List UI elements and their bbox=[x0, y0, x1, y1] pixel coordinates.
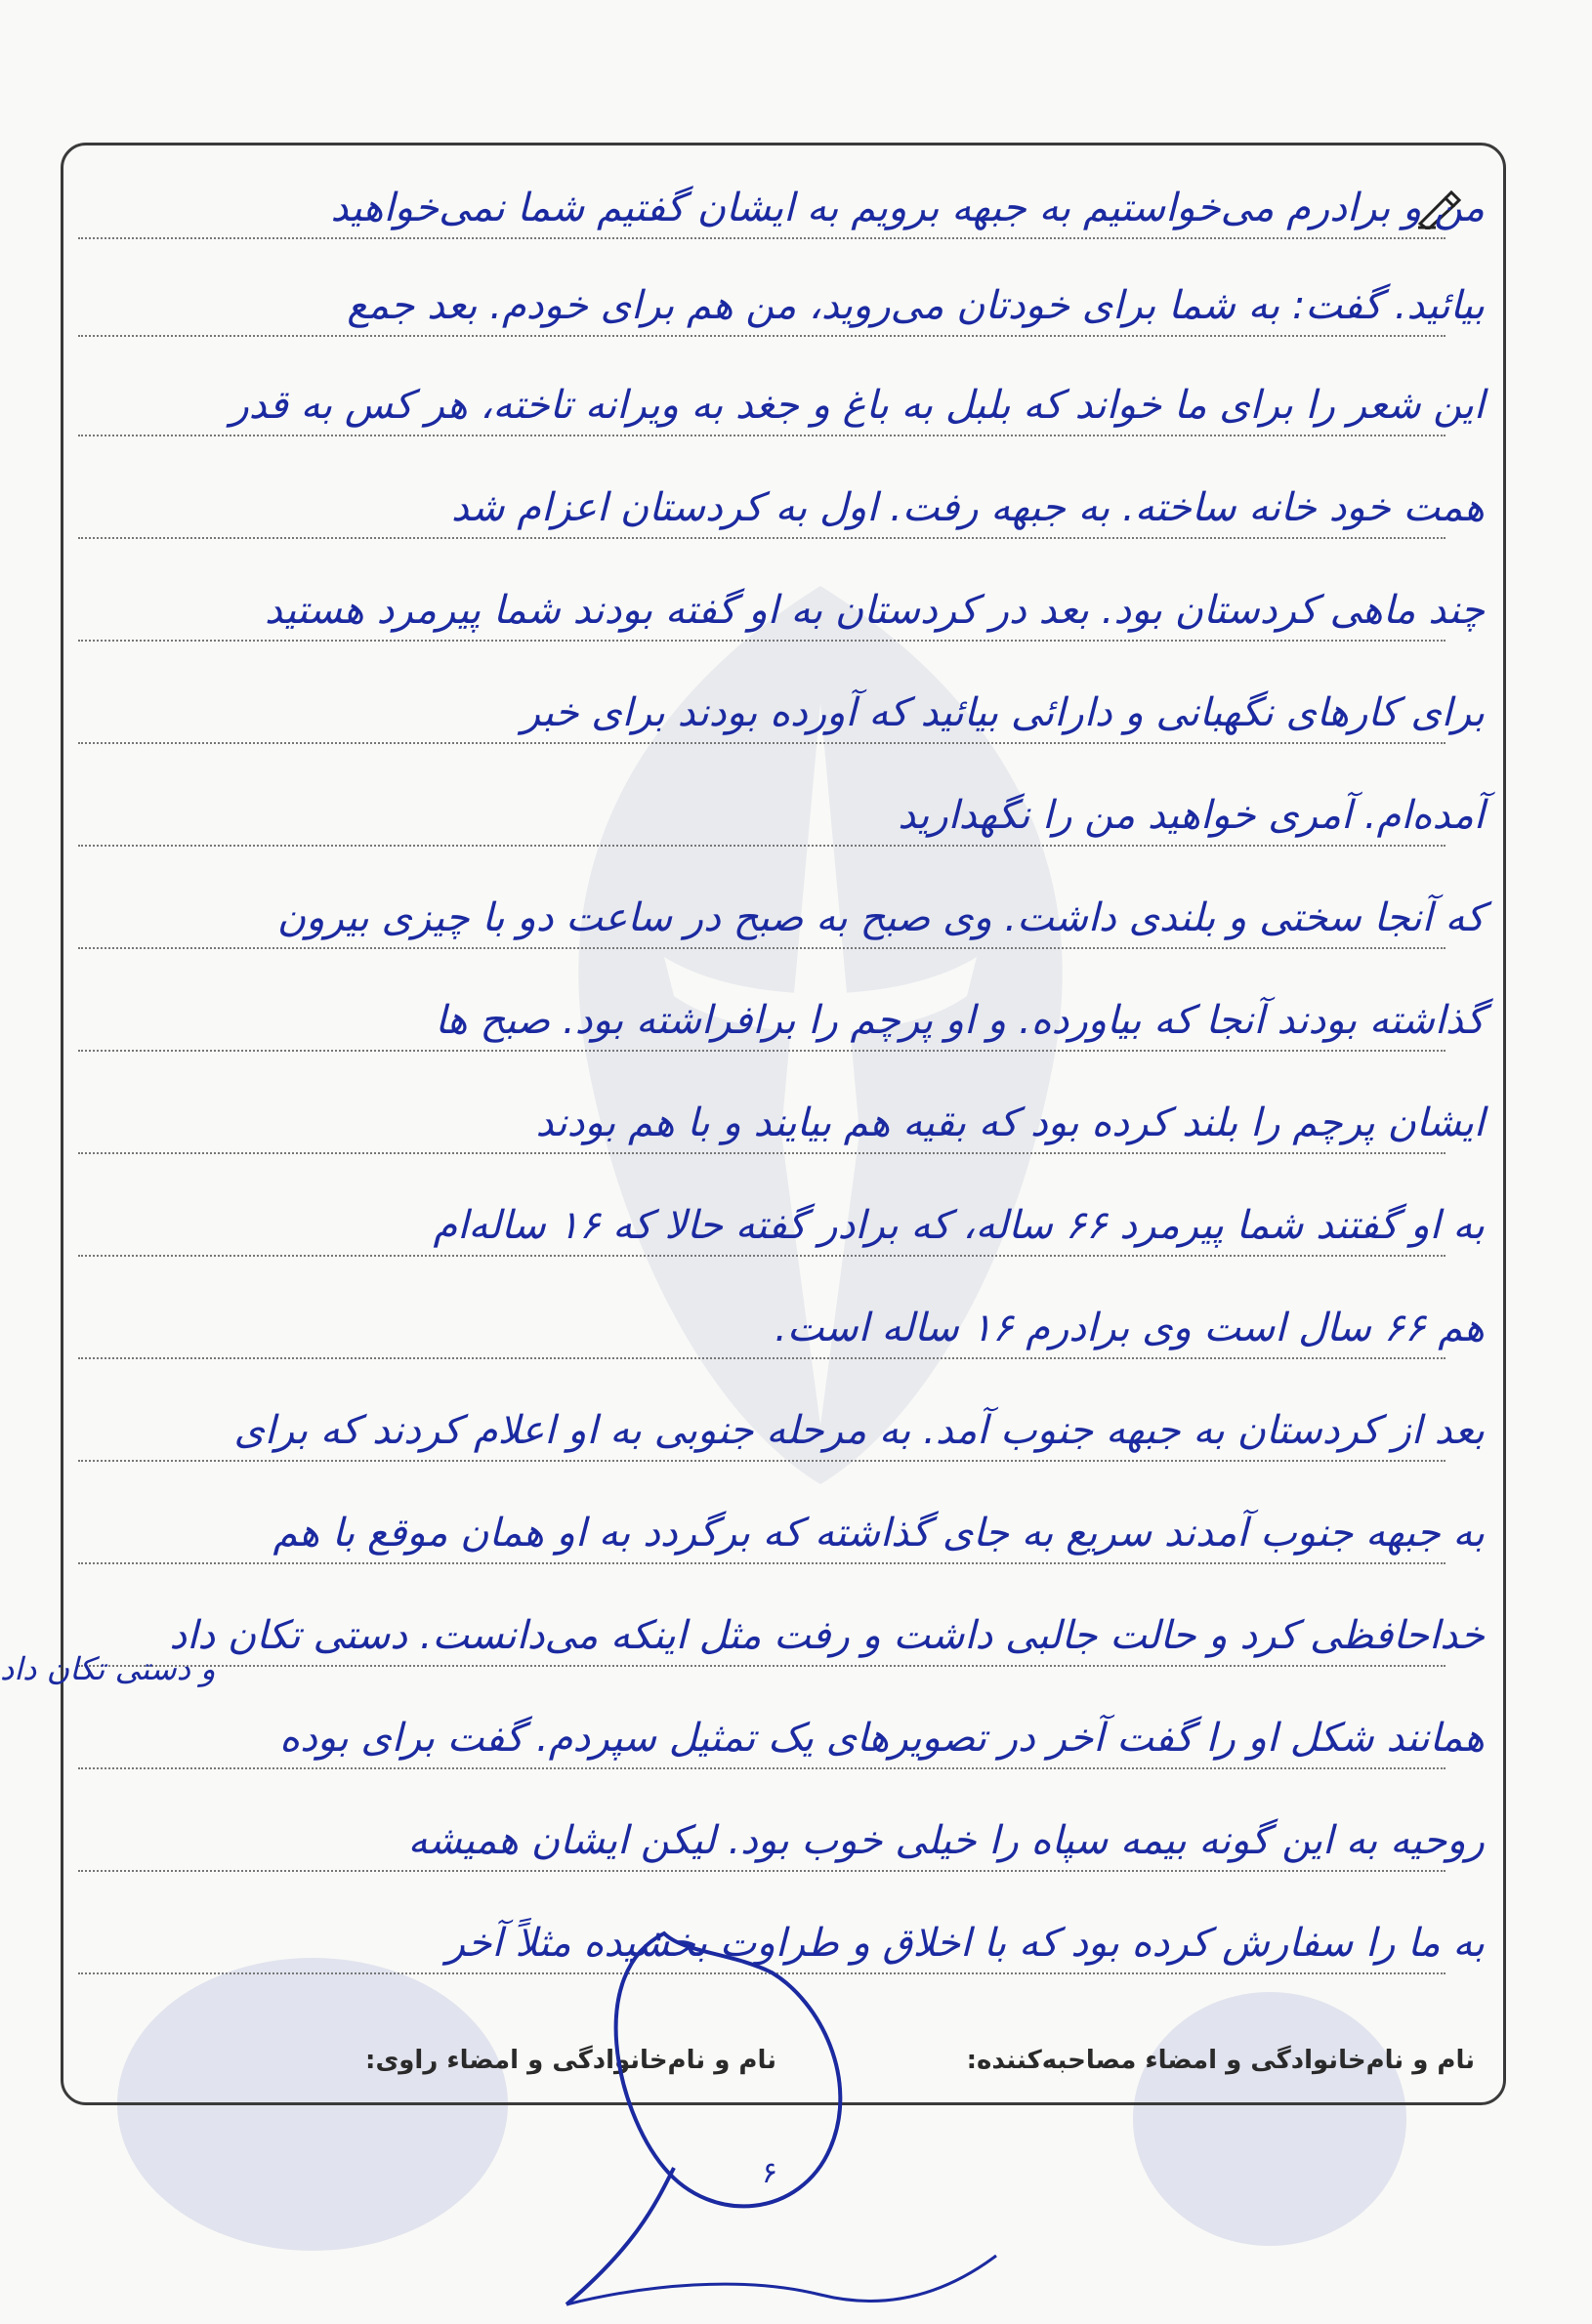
handwritten-line: برای کارهای نگهبانی و دارائی بیائید که آورده بودند برای خبر bbox=[521, 690, 1485, 735]
handwritten-line: آمده‌ام. آمری خواهید من را نگهدارید bbox=[898, 793, 1485, 838]
ruled-line bbox=[78, 1152, 1445, 1154]
handwritten-line: بیائید. گفت: به شما برای خودتان می‌روید، من هم برای خودم. بعد جمع bbox=[347, 283, 1485, 328]
handwritten-line: چند ماهی کردستان بود. بعد در کردستان به او گفته بودند شما پیرمرد هستید bbox=[264, 588, 1485, 633]
handwritten-line: به ما را سفارش کرده بود که با اخلاق و طراوت بخشیده مثلاً آخر bbox=[445, 1921, 1485, 1966]
ruled-line bbox=[78, 1255, 1445, 1257]
handwritten-line: همانند شکل او را گفت آخر در تصویرهای یک تمثیل سپردم. گفت برای بوده bbox=[279, 1716, 1485, 1761]
page-number: ۶ bbox=[762, 2156, 778, 2190]
interviewer-signature-label: نام و نام‌خانوادگی و امضاء مصاحبه‌کننده: bbox=[966, 2046, 1475, 2075]
narrator-signature-label: نام و نام‌خانوادگی و امضاء راوی: bbox=[365, 2046, 776, 2075]
handwritten-line: به او گفتند شما پیرمرد ۶۶ ساله، که برادر گفته حالا که ۱۶ ساله‌ام bbox=[433, 1203, 1485, 1248]
signature-scribble bbox=[508, 1914, 1016, 2324]
ruled-line bbox=[78, 640, 1445, 642]
ruled-line bbox=[78, 1562, 1445, 1564]
handwritten-line: روحیه به این گونه بیمه سپاه را خیلی خوب بود. لیکن ایشان همیشه bbox=[407, 1818, 1485, 1863]
ruled-line bbox=[78, 237, 1445, 239]
handwritten-line: گذاشته بودند آنجا که بیاورده. و او پرچم را برافراشته بود. صبح ها bbox=[435, 998, 1485, 1043]
ruled-line bbox=[78, 435, 1445, 436]
ruled-line bbox=[78, 845, 1445, 847]
handwritten-line: این شعر را برای ما خواند که بلبل به باغ و جغد به ویرانه تاخته، هر کس به قدر bbox=[230, 383, 1485, 428]
ruled-line bbox=[78, 537, 1445, 539]
ruled-line bbox=[78, 1357, 1445, 1359]
ruled-line bbox=[78, 1870, 1445, 1872]
handwritten-line: ایشان پرچم را بلند کرده بود که بقیه هم بیایند و با هم بودند bbox=[535, 1100, 1485, 1145]
handwritten-line: همت خود خانه ساخته. به جبهه رفت. اول به کردستان اعزام شد bbox=[451, 485, 1485, 530]
ruled-line bbox=[78, 947, 1445, 949]
handwritten-line: خداحافظی کرد و حالت جالبی داشت و رفت مثل اینکه می‌دانست. دستی تکان داد bbox=[169, 1613, 1485, 1658]
handwritten-line: به جبهه جنوب آمدند سریع به جای گذاشته که برگردد به او همان موقع با هم bbox=[272, 1511, 1485, 1556]
handwritten-line: من و برادرم می‌خواستیم به جبهه برویم به ایشان گفتیم شما نمی‌خواهید bbox=[330, 186, 1485, 230]
ruled-line bbox=[78, 335, 1445, 337]
handwritten-line: هم ۶۶ سال است وی برادرم ۱۶ ساله است. bbox=[775, 1306, 1485, 1350]
ruled-line bbox=[78, 1050, 1445, 1052]
handwritten-line: که آنجا سختی و بلندی داشت. وی صبح به صبح در ساعت دو با چیزی بیرون bbox=[276, 895, 1485, 940]
ruled-line bbox=[78, 742, 1445, 744]
ruled-line bbox=[78, 1665, 1445, 1667]
handwritten-line: بعد از کردستان به جبهه جنوب آمد. به مرحله جنوبی به او اعلام کردند که برای bbox=[233, 1408, 1485, 1453]
ruled-line bbox=[78, 1767, 1445, 1769]
margin-note: و دستی تکان داد bbox=[0, 1650, 216, 1687]
ruled-line bbox=[78, 1460, 1445, 1462]
